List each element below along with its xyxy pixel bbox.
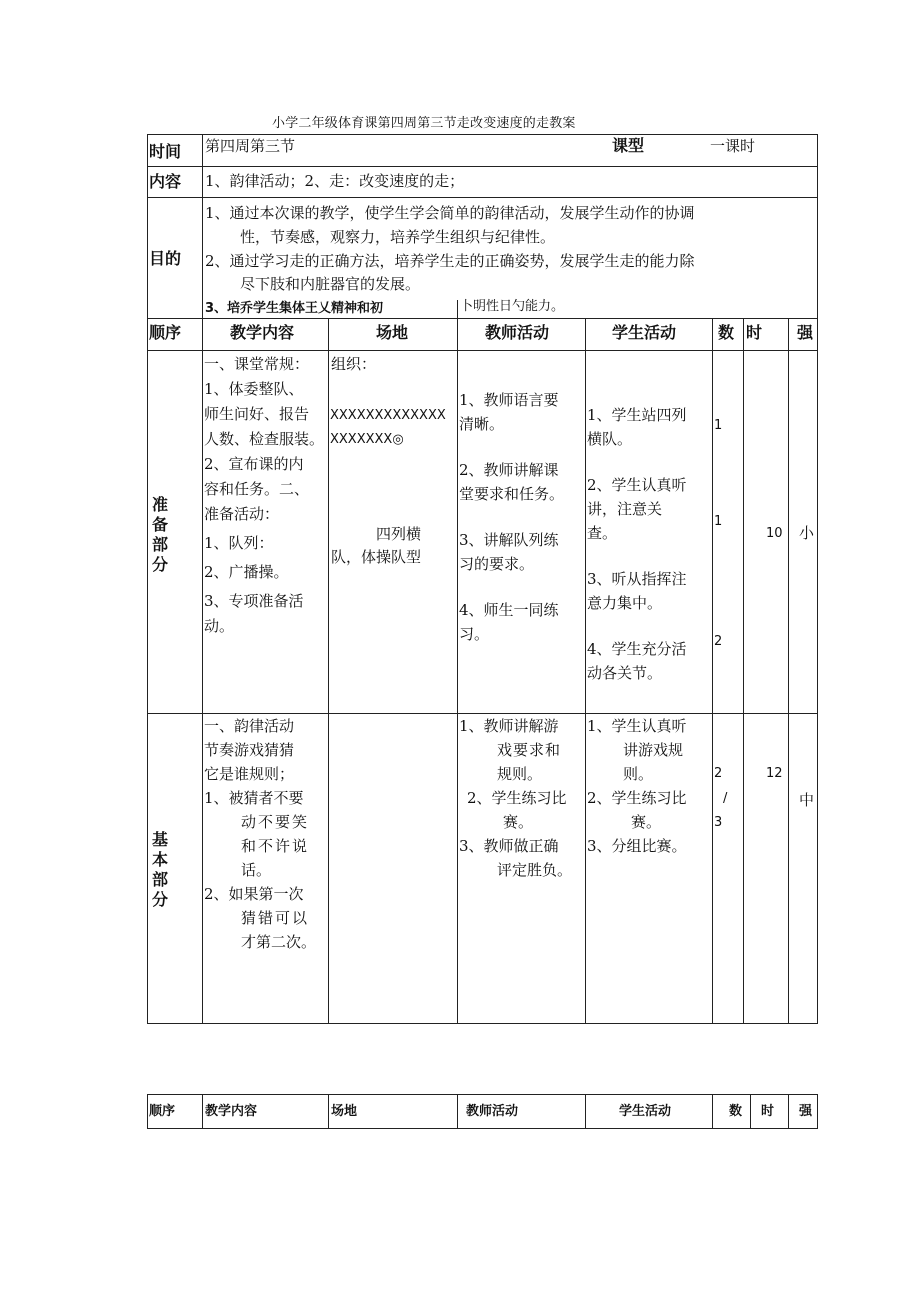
prep-teacher: 1、教师语言要 清晰。 2、教师讲解课 堂要求和任务。 3、讲解队列练 习的要求。 4、师生一同练 习。 [459,391,565,643]
header-cell: 教学内容 [205,1104,258,1119]
venue-org: 组织： [331,355,377,373]
header-cell: 场地 [376,323,409,342]
goal-label: 目的 [149,249,182,268]
header-cell: 学生活动 [612,323,677,342]
goal-line: 3、培乔学生集体王乂精神和初 [205,301,384,316]
prep-count: 1 [714,514,723,529]
venue-formation-text: 四列横 [376,525,422,543]
basic-count: 3 [714,815,723,830]
prep-intensity: 小 [799,524,815,542]
prep-count: 2 [714,634,723,649]
venue-formation-text: 队，体操队型 [331,548,422,566]
prep-content: 一、课堂常规： 1、体委整队、 师生问好、报告 人数、检查服装。 2、宣布课的内 容和任务。二、 准备活动： 1、队列： 2、广播操。 3、专项准备活 动。 [204,355,325,635]
goal-line: 卜明性日勺能力。 [460,299,565,314]
header-cell: 时 [761,1104,775,1119]
prep-count: 1 [714,418,723,433]
goal-line: 1、通过本次课的教学，使学生学会简单的韵律活动，发展学生动作的协调 [205,204,695,222]
prep-section-label: 准 备 部 分 [151,495,168,574]
prep-student: 1、学生站四列 横队。 2、学生认真听 讲，注意关 查。 3、听从指挥注 意力集中。 4、学生充分活 动各关节。 [587,406,687,682]
content-label: 内容 [149,172,182,191]
type-value: 一课时 [710,137,756,155]
header-cell: 顺序 [149,1104,176,1119]
basic-content: 一、韵律活动 节奏游戏猜猜 它是谁规则； 1、被猜者不要 动不要笑 和不许说 话。 2、如果第一次 猜错可以 才第二次。 [204,717,317,951]
header-cell: 场地 [331,1104,358,1119]
basic-count: / [723,791,728,806]
time-value: 第四周第三节 [205,137,296,155]
goal-line: 尽下肢和内脏器官的发展。 [240,275,421,293]
time-label: 时间 [149,142,182,161]
basic-student: 1、学生认真听 讲游戏规 则。 2、学生练习比 赛。 3、分组比赛。 [587,717,687,855]
header-cell: 顺序 [149,323,182,342]
content-value: 1、韵律活动；2、走：改变速度的走； [205,172,465,190]
page-title: 小学二年级体育课第四周第三节走改变速度的走教案 [272,116,576,131]
header-cell: 时 [746,323,763,342]
header-cell: 教师活动 [485,323,550,342]
prep-time: 10 [766,526,783,541]
type-label: 课型 [612,136,645,155]
venue-formation-row: XXXXXXX◎ [330,432,404,447]
header-cell: 强 [799,1104,813,1119]
goal-line: 2、通过学习走的正确方法，培养学生走的正确姿势，发展学生走的能力除 [205,252,695,270]
basic-teacher: 1、教师讲解游 戏要求和 规则。 2、学生练习比 赛。 3、教师做正确 评定胜负。 [459,717,573,879]
venue-formation-row: XXXXXXXXXXXXX [330,408,446,423]
basic-count: 2 [714,766,723,781]
header-cell: 教师活动 [466,1104,519,1119]
goal-line: 性，节奏感，观察力，培养学生组织与纪律性。 [240,228,556,246]
basic-section-label: 基 本 部 分 [151,830,168,909]
header-cell: 数 [718,323,735,342]
header-cell: 强 [797,323,814,342]
header-cell: 学生活动 [619,1104,672,1119]
header-cell: 数 [729,1104,743,1119]
basic-intensity: 中 [799,791,815,809]
basic-time: 12 [766,766,783,781]
header-cell: 教学内容 [230,323,295,342]
